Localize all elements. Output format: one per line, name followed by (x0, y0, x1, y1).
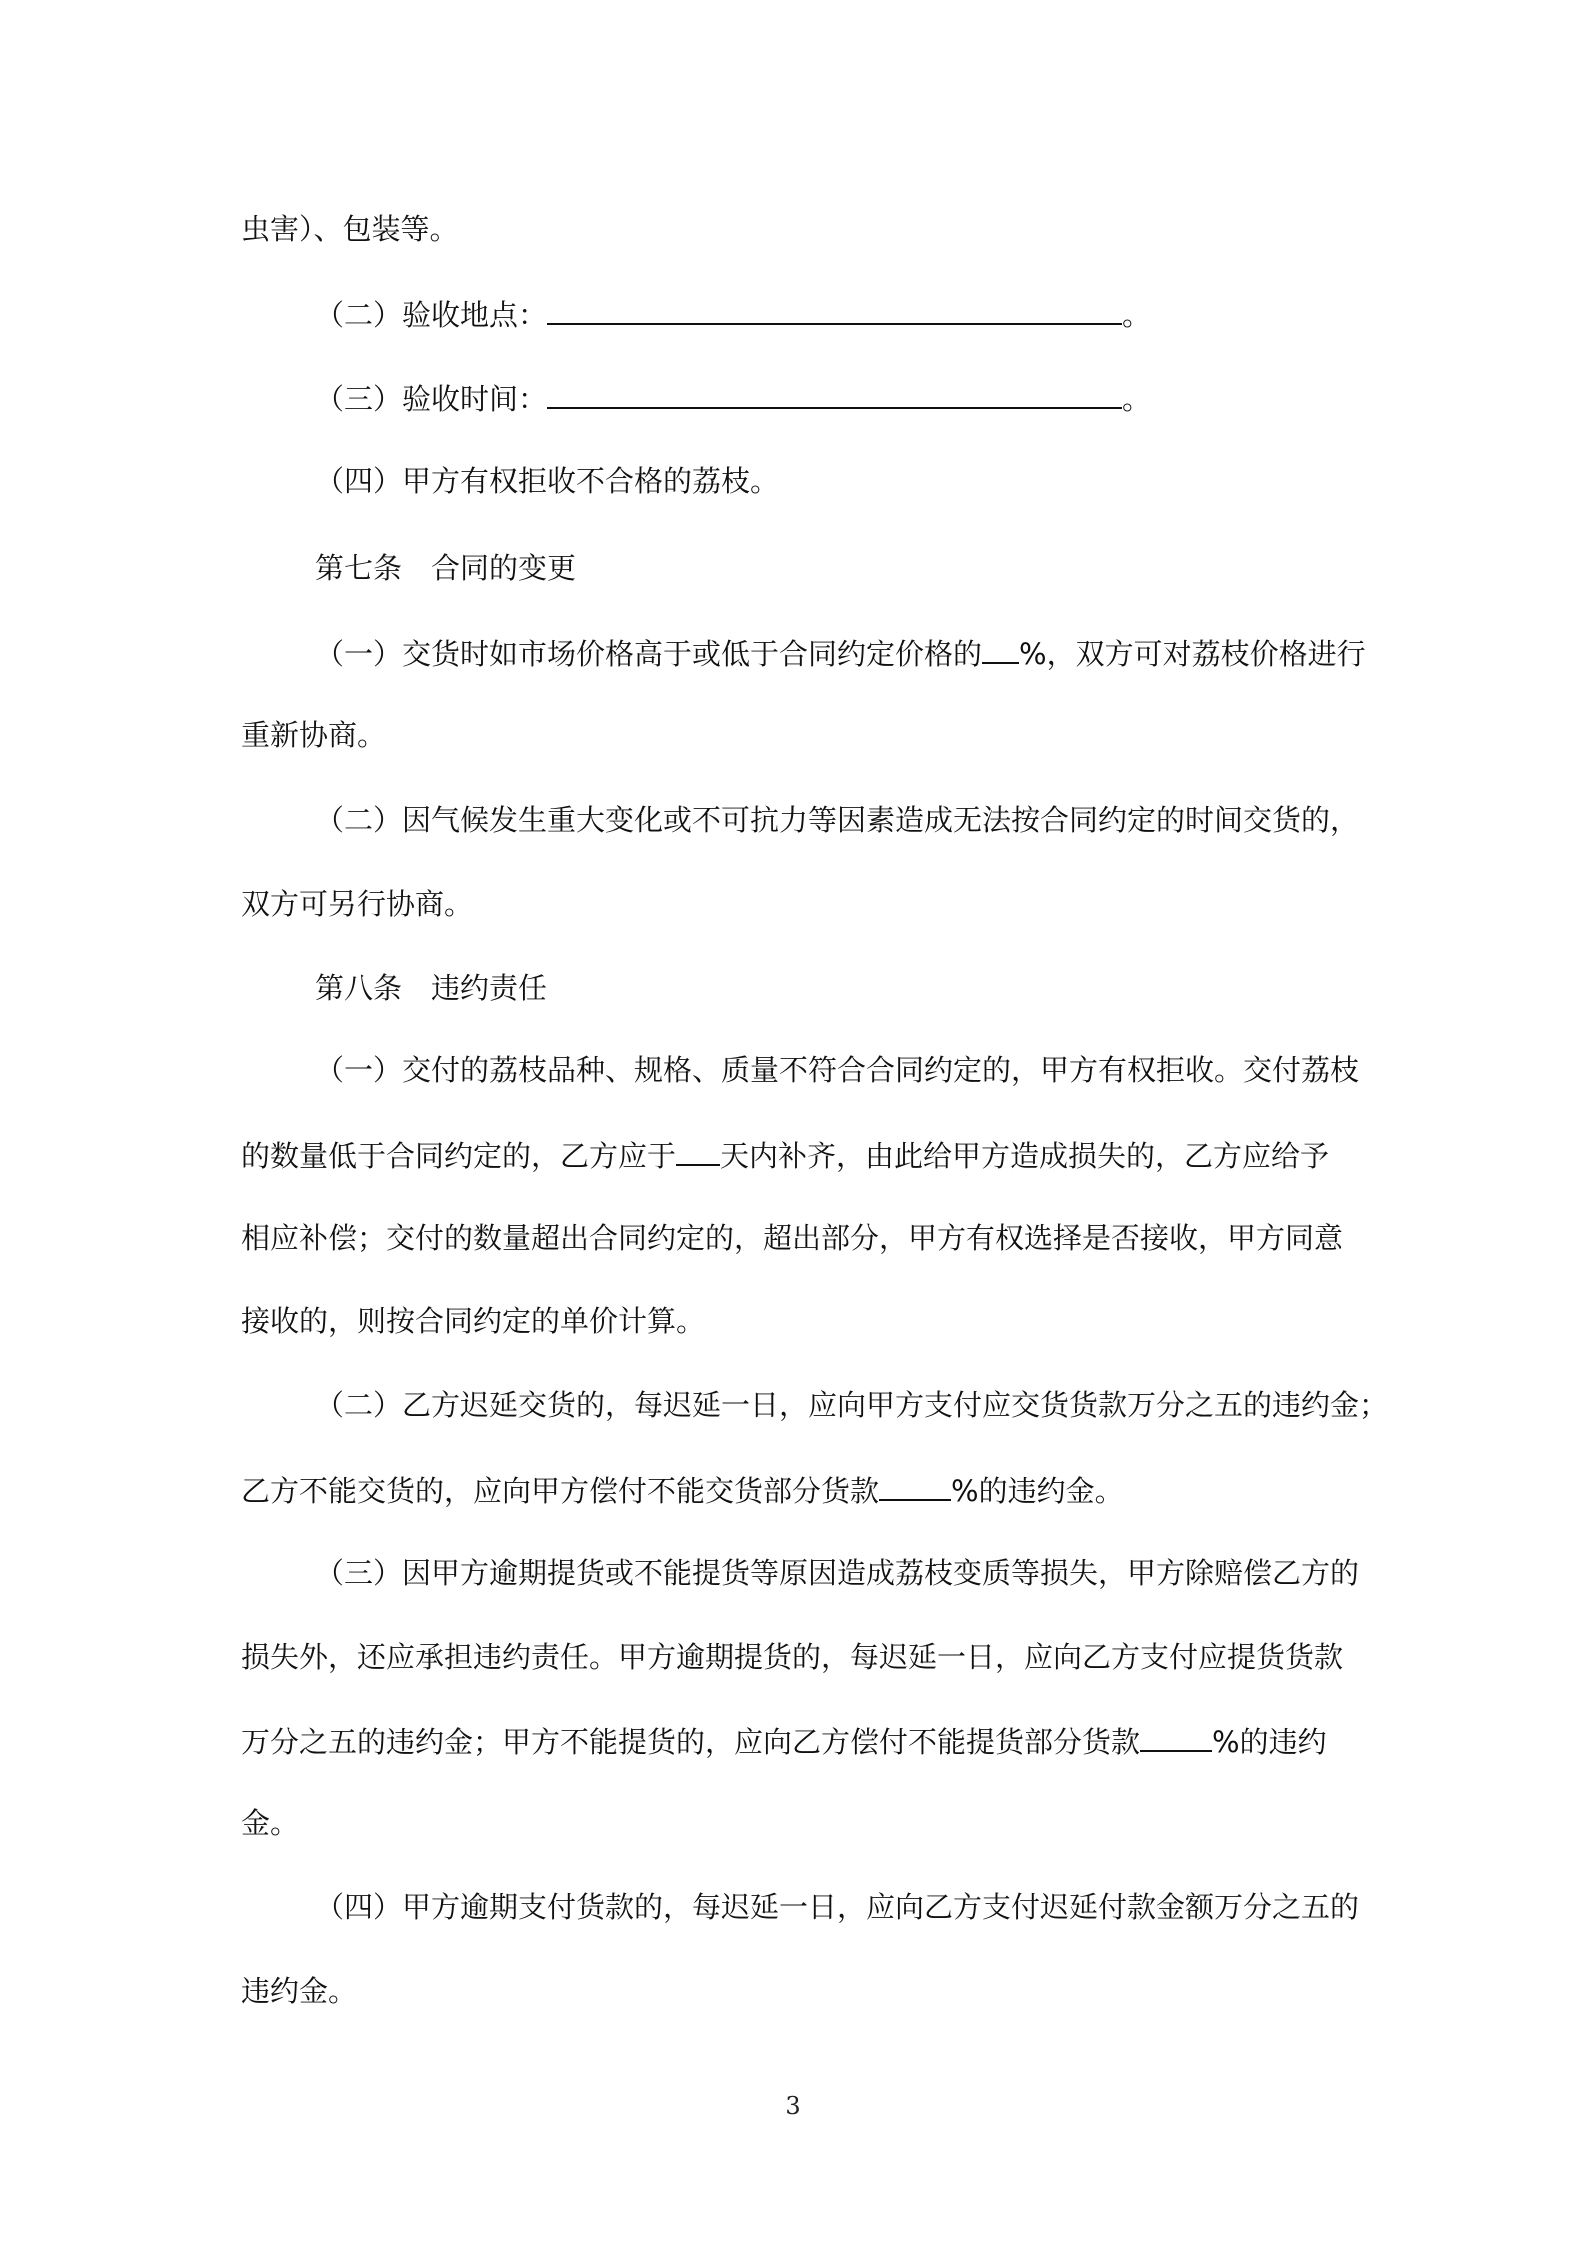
text: 金。 (241, 1806, 300, 1840)
text: 双方可另行协商。 (241, 887, 474, 921)
text: 损失外，还应承担违约责任。甲方逾期提货的，每迟延一日，应向乙方支付应提货货款 (241, 1640, 1344, 1674)
text-line (315, 1545, 1359, 1601)
label: （二）验收地点： (315, 298, 548, 332)
inspection-time-blank (547, 369, 1122, 409)
text: （二）因气候发生重大变化或不可抗力等因素造成无法按合同约定的时间交货的， (315, 803, 1360, 837)
page-number: 3 (785, 2092, 801, 2120)
text: 接收的，则按合同约定的单价计算。 (241, 1304, 706, 1338)
text: 的数量低于合同约定的，乙方应于 (241, 1139, 677, 1173)
text-line (315, 1377, 1388, 1433)
text: （四）甲方有权拒收不合格的荔枝。 (315, 464, 780, 498)
price-percent-blank (982, 624, 1019, 664)
text-line (241, 707, 386, 763)
text: 违约金。 (241, 1974, 358, 2008)
text: 虫害）、包装等。 (241, 212, 459, 246)
inspection-location-line (315, 285, 1151, 341)
buyer-penalty-percent-blank (1140, 1712, 1212, 1752)
text-line (241, 1461, 1124, 1517)
text: 天内补齐，由此给甲方造成损失的，乙方应给予 (720, 1139, 1330, 1173)
article-heading (315, 960, 547, 1016)
text: 相应补偿；交付的数量超出合同约定的，超出部分，甲方有权选择是否接收，甲方同意 (241, 1221, 1344, 1255)
text: 乙方不能交货的，应向甲方偿付不能交货部分货款 (241, 1474, 880, 1508)
text: 重新协商。 (241, 718, 387, 752)
text: 第八条 违约责任 (315, 971, 548, 1005)
text-line (315, 1042, 1359, 1098)
text-line (241, 876, 473, 932)
text-line (241, 1795, 299, 1851)
text-line (241, 1126, 1329, 1182)
text-line (241, 201, 459, 257)
article-heading (315, 540, 576, 596)
text: （一）交付的荔枝品种、规格、质量不符合合同约定的，甲方有权拒收。交付荔枝 (315, 1053, 1360, 1087)
text: %，双方可对荔枝价格进行 (1019, 637, 1366, 671)
days-blank (676, 1126, 720, 1166)
text: （一）交货时如市场价格高于或低于合同约定价格的 (315, 637, 983, 671)
seller-penalty-percent-blank (879, 1461, 951, 1501)
inspection-time-line (315, 369, 1151, 425)
label: （三）验收时间： (315, 382, 548, 416)
text-line (241, 1293, 705, 1349)
text-line (241, 1629, 1343, 1685)
text-line (315, 792, 1359, 848)
text: %的违约 (1212, 1725, 1327, 1759)
text-line (241, 1210, 1343, 1266)
inspection-location-blank (547, 285, 1122, 325)
text: （三）因甲方逾期提货或不能提货等原因造成荔枝变质等损失，甲方除赔偿乙方的 (315, 1556, 1360, 1590)
text: %的违约金。 (951, 1474, 1124, 1508)
text: 第七条 合同的变更 (315, 551, 577, 585)
text-line (315, 624, 1366, 680)
text: （二）乙方迟延交货的，每迟延一日，应向甲方支付应交货货款万分之五的违约金； (315, 1388, 1389, 1422)
text: 。 (1122, 382, 1152, 416)
text: （四）甲方逾期支付货款的，每迟延一日，应向乙方支付迟延付款金额万分之五的 (315, 1890, 1360, 1924)
text: 。 (1122, 298, 1152, 332)
text-line (241, 1963, 357, 2019)
text: 万分之五的违约金；甲方不能提货的，应向乙方偿付不能提货部分货款 (241, 1725, 1141, 1759)
text-line (241, 1712, 1327, 1768)
text-line (315, 453, 779, 509)
text-line (315, 1879, 1359, 1935)
